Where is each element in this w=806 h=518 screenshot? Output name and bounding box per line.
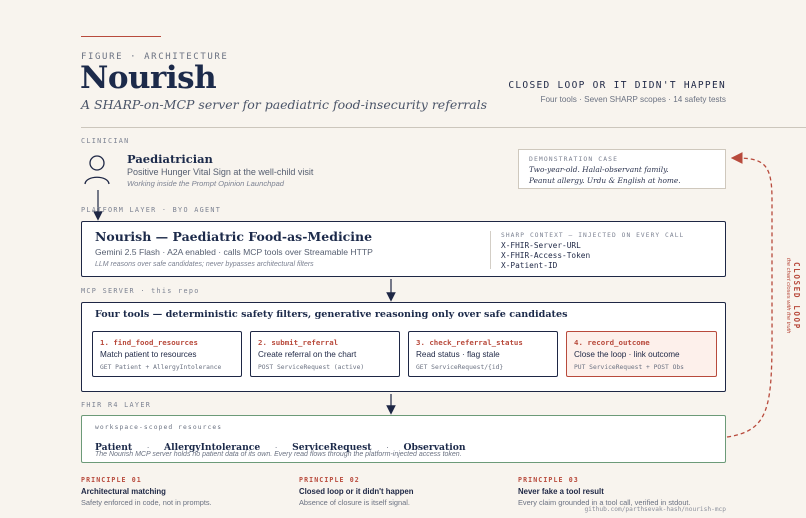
principle-02 bbox=[299, 476, 413, 507]
figure-eyebrow: FIGURE · ARCHITECTURE bbox=[81, 52, 229, 62]
separator-dot: · bbox=[146, 442, 150, 452]
clinician-line2: Working inside the Prompt Opinion Launchpad bbox=[127, 179, 285, 188]
tool-description: Create referral on the chart bbox=[258, 350, 357, 359]
demo-line1: Two-year-old. Halal-observant family. bbox=[529, 165, 669, 174]
fhir-resource-patient: Patient bbox=[95, 442, 133, 453]
fhir-box bbox=[81, 415, 726, 463]
platform-title: Nourish — Paediatric Food-as-Medicine bbox=[95, 229, 373, 244]
tool-name: 1. find_food_resources bbox=[100, 338, 198, 347]
tool-card-check-referral-status bbox=[408, 331, 558, 377]
principle-01 bbox=[81, 476, 212, 507]
fhir-note: The Nourish MCP server holds no patient data of its own. Every read flows through the platform-injected access token. bbox=[95, 451, 462, 458]
fhir-resource-allergyintolerance: AllergyIntolerance bbox=[164, 442, 261, 453]
platform-line1: Gemini 2.5 Flash · A2A enabled · calls MCP tools over Streamable HTTP bbox=[95, 247, 373, 257]
principle-text: Absence of closure is itself signal. bbox=[299, 498, 410, 507]
tool-name: 2. submit_referral bbox=[258, 338, 339, 347]
section-label-clinician: CLINICIAN bbox=[81, 137, 130, 145]
sharp-header-patient-id: X-Patient-ID bbox=[501, 261, 558, 270]
principle-heading: PRINCIPLE 03 bbox=[518, 476, 579, 484]
principle-heading: PRINCIPLE 02 bbox=[299, 476, 360, 484]
separator-dot: · bbox=[274, 442, 278, 452]
demo-line2: Peanut allergy. Urdu & English at home. bbox=[529, 176, 681, 185]
principle-title: Closed loop or it didn't happen bbox=[299, 487, 414, 496]
tool-description: Match patient to resources bbox=[100, 350, 197, 359]
tool-card-find-food-resources bbox=[92, 331, 242, 377]
tool-description: Close the loop · link outcome bbox=[574, 350, 680, 359]
clinician-line1: Positive Hunger Vital Sign at the well-child visit bbox=[127, 167, 314, 177]
clinician-name: Paediatrician bbox=[127, 152, 213, 166]
principle-text: Safety enforced in code, not in prompts. bbox=[81, 498, 212, 507]
tagline-sub: Four tools · Seven SHARP scopes · 14 safety tests bbox=[540, 95, 726, 104]
page-subtitle: A SHARP-on-MCP server for paediatric food-insecurity referrals bbox=[81, 97, 488, 112]
tool-fhir-call: POST ServiceRequest (active) bbox=[258, 364, 365, 371]
principle-title: Architectural matching bbox=[81, 487, 166, 496]
fhir-heading: workspace-scoped resources bbox=[95, 424, 223, 431]
tagline: CLOSED LOOP OR IT DIDN'T HAPPEN bbox=[508, 80, 726, 91]
tool-name: 3. check_referral_status bbox=[416, 338, 523, 347]
section-label-mcp: MCP SERVER · this repo bbox=[81, 287, 200, 295]
page-title: Nourish bbox=[80, 60, 217, 96]
tool-fhir-call: GET Patient + AllergyIntolerance bbox=[100, 364, 222, 371]
fhir-resource-observation: Observation bbox=[403, 442, 466, 453]
mcp-heading: Four tools — deterministic safety filters, generative reasoning only over safe candidates bbox=[95, 309, 568, 320]
tool-fhir-call: GET ServiceRequest/{id} bbox=[416, 364, 504, 371]
closed-loop-label: CLOSED LOOP bbox=[792, 262, 801, 330]
principle-text: Every claim grounded in a tool call, verified in stdout. bbox=[518, 498, 691, 507]
platform-box bbox=[81, 221, 726, 277]
tool-fhir-call: PUT ServiceRequest + POST Obs bbox=[574, 364, 684, 371]
tool-card-submit-referral bbox=[250, 331, 400, 377]
principle-heading: PRINCIPLE 01 bbox=[81, 476, 142, 484]
sharp-header-server-url: X-FHIR-Server-URL bbox=[501, 241, 581, 250]
separator-dot: · bbox=[385, 442, 389, 452]
sharp-heading: SHARP CONTEXT — INJECTED ON EVERY CALL bbox=[501, 232, 685, 239]
demo-heading: DEMONSTRATION CASE bbox=[529, 155, 619, 163]
fhir-resource-servicerequest: ServiceRequest bbox=[292, 442, 372, 453]
sharp-divider bbox=[490, 231, 491, 269]
platform-line2: LLM reasons over safe candidates; never bypasses architectural filters bbox=[95, 261, 314, 268]
tool-card-record-outcome bbox=[566, 331, 717, 377]
section-label-platform: PLATFORM LAYER · BYO AGENT bbox=[81, 206, 222, 214]
tool-name: 4. record_outcome bbox=[574, 338, 650, 347]
principle-03 bbox=[518, 476, 691, 507]
tool-description: Read status · flag stale bbox=[416, 350, 500, 359]
sharp-header-access-token: X-FHIR-Access-Token bbox=[501, 251, 591, 260]
section-label-fhir: FHIR R4 LAYER bbox=[81, 401, 152, 409]
principle-title: Never fake a tool result bbox=[518, 487, 604, 496]
repo-link[interactable]: github.com/parthsevak-hash/nourish-mcp bbox=[584, 506, 726, 513]
closed-loop-sub: the chart closes with the truth bbox=[785, 258, 791, 334]
closed-loop-arrow bbox=[727, 158, 772, 437]
